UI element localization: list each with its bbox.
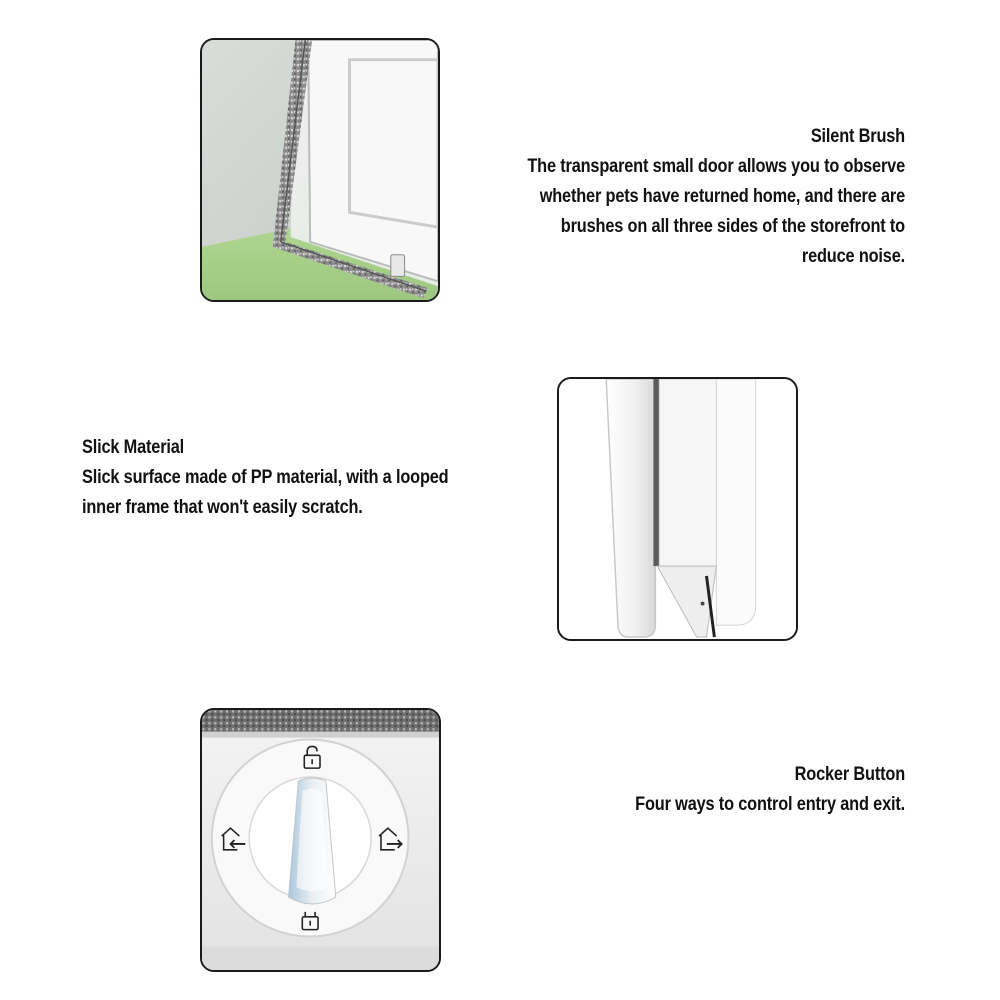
slick-material-photo — [557, 377, 798, 641]
locked-padlock-icon — [302, 912, 318, 930]
rocker-icons-layer — [202, 710, 439, 970]
slick-material-text — [82, 433, 512, 523]
slick-material-illustration — [559, 379, 796, 639]
silent-brush-illustration — [202, 40, 438, 300]
rocker-button-photo — [200, 708, 441, 972]
silent-brush-photo — [200, 38, 440, 302]
feature-description-line: Slick surface made of PP material, with a looped — [82, 467, 449, 488]
feature-description-line: Four ways to control entry and exit. — [635, 794, 905, 815]
feature-title: Slick Material — [82, 437, 185, 458]
feature-description-line: inner frame that won't easily scratch. — [82, 497, 363, 518]
feature-title: Silent Brush — [810, 126, 905, 147]
rocker-button-text — [544, 760, 905, 820]
house-entry-arrow-icon — [222, 828, 246, 850]
feature-description-line: whether pets have returned home, and there are — [539, 186, 905, 207]
feature-title: Rocker Button — [794, 764, 905, 785]
silent-brush-text — [458, 122, 905, 272]
unlocked-padlock-icon — [304, 746, 320, 768]
feature-description-line: reduce noise. — [801, 246, 905, 267]
feature-description-line: The transparent small door allows you to observe — [527, 156, 905, 177]
feature-description-line: brushes on all three sides of the storefront to — [560, 216, 905, 237]
house-exit-arrow-icon — [379, 828, 402, 850]
